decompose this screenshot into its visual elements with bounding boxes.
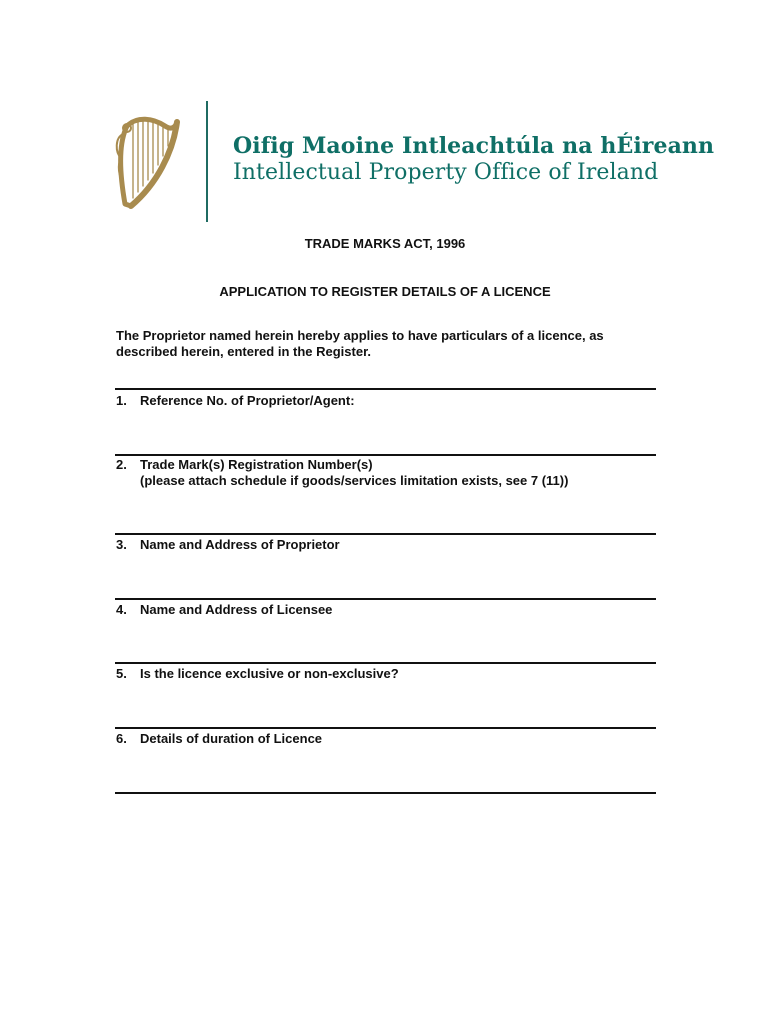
section-3-label <box>116 537 340 553</box>
section-1-label <box>116 393 355 409</box>
section-divider <box>115 533 656 535</box>
section-divider <box>115 792 656 794</box>
section-text: Details of duration of Licence <box>140 731 323 746</box>
section-number: 2. <box>116 457 127 472</box>
section-text: Name and Address of Licensee <box>140 602 333 617</box>
intro-paragraph <box>116 328 661 360</box>
section-2-label <box>116 457 568 489</box>
section-divider <box>115 388 656 390</box>
act-title: TRADE MARKS ACT, 1996 <box>304 236 466 251</box>
section-number: 4. <box>116 602 127 617</box>
section-text: Name and Address of Proprietor <box>140 537 340 552</box>
application-title: APPLICATION TO REGISTER DETAILS OF A LICENCE <box>219 284 551 299</box>
section-note: (please attach schedule if goods/services limitation exists, see 7 (11)) <box>140 473 569 488</box>
office-name-irish: Oifig Maoine Intleachtúla na hÉireann <box>233 133 715 159</box>
section-divider <box>115 598 656 600</box>
section-divider <box>115 662 656 664</box>
section-divider <box>115 454 656 456</box>
section-text: Trade Mark(s) Registration Number(s) <box>140 457 373 472</box>
section-number: 3. <box>116 537 127 552</box>
section-number: 1. <box>116 393 127 408</box>
section-text: Reference No. of Proprietor/Agent: <box>140 393 355 408</box>
section-divider <box>115 727 656 729</box>
logo-divider <box>206 101 208 222</box>
section-4-label <box>116 602 332 618</box>
intro-line: described herein, entered in the Register. <box>116 344 372 359</box>
section-number: 5. <box>116 666 127 681</box>
section-text: Is the licence exclusive or non-exclusive? <box>140 666 399 681</box>
office-name-english: Intellectual Property Office of Ireland <box>233 160 659 185</box>
harp-icon <box>113 112 183 212</box>
section-number: 6. <box>116 731 127 746</box>
section-5-label <box>116 666 399 682</box>
section-6-label <box>116 731 322 747</box>
intro-line: The Proprietor named herein hereby applies to have particulars of a licence, as <box>116 328 604 343</box>
